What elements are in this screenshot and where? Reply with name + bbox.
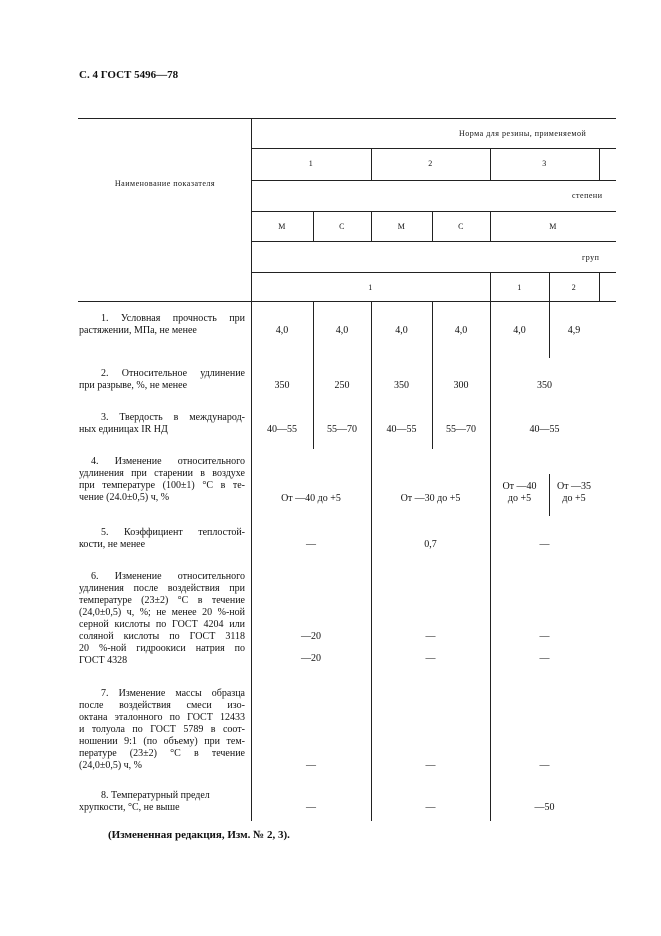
cell-value: — (425, 802, 436, 813)
cell-value: —50 (534, 802, 555, 813)
row-label-line: ношении 9:1 (по объему) при тем- (79, 736, 245, 747)
cell-value: 250 (334, 380, 350, 391)
header-bottom-rule (78, 301, 616, 302)
cell-value: — (425, 631, 436, 642)
cell-value: — (425, 653, 436, 664)
group-num: 1 (368, 283, 373, 292)
row-label-line: при температуре (100±1) °С в те- (79, 480, 245, 491)
row-label-line: растяжении, МПа, не менее (79, 325, 197, 336)
row-label-line: 20 %-ной гидроокиси натрия по (79, 643, 245, 654)
row-label-line: удлинения при старении в воздухе (79, 468, 245, 479)
cell-value: 4,0 (454, 325, 468, 336)
group-num: 1 (517, 283, 522, 292)
cell-value: 350 (274, 380, 290, 391)
degree-header: степени (572, 191, 603, 200)
row-label-line: 2. Относительное удлинение (101, 368, 245, 379)
row-label-line: 3. Твердость в международ- (101, 412, 245, 423)
column-divider (599, 148, 600, 180)
row-label-line: пературе (23±2) °С в течение (79, 748, 245, 759)
column-divider (251, 118, 252, 301)
cell-value: 4,0 (275, 325, 289, 336)
cell-value: 0,7 (424, 539, 437, 550)
header-rule (251, 272, 616, 273)
cell-value: От —40 (502, 481, 537, 492)
cell-value: 40—55 (529, 424, 560, 435)
row-label-line: удлинения после воздействия при (79, 583, 245, 594)
col-num-3: 3 (542, 159, 547, 168)
row-label-line: 8. Температурный предел (101, 790, 210, 801)
row-label-line: (24,0±0,5) ч, % (79, 760, 143, 771)
row-label-line: 5. Коэффициент теплостой- (101, 527, 245, 538)
group-num: 2 (571, 283, 577, 292)
cell-value: От —30 до +5 (400, 493, 461, 504)
row-label-line: хрупкости, °С, не выше (79, 802, 180, 813)
row-label-line: температуре (23±2) °С в течение (79, 595, 245, 606)
column-divider (371, 301, 372, 821)
group-header: груп (582, 253, 600, 262)
header-rule (251, 148, 616, 149)
row-label-line: (24,0±0,5) ч, %; не менее 20 %-ной (79, 607, 245, 618)
cell-value: — (539, 653, 550, 664)
row-label-line: 7. Изменение массы образца (101, 688, 245, 699)
header-rule (251, 241, 616, 242)
cell-value: 300 (453, 380, 469, 391)
cell-value: 350 (394, 380, 409, 391)
cell-value: 350 (537, 380, 552, 391)
row-label-line: ных единицах IR НД (79, 424, 168, 435)
degree-mark: М (549, 222, 557, 231)
cell-value: От —35 (556, 481, 592, 492)
cell-value: до +5 (562, 493, 586, 504)
amendment-note: (Измененная редакция, Изм. № 2, 3). (108, 829, 290, 841)
cell-value: — (306, 760, 316, 771)
cell-value: — (539, 631, 550, 642)
degree-mark: М (397, 222, 406, 231)
cell-value: 4,0 (513, 325, 526, 336)
row-label-line: октана эталонного по ГОСТ 12433 (79, 712, 245, 723)
row-label-line: 1. Условная прочность при (101, 313, 245, 324)
header-rule (251, 211, 616, 212)
col-num-2: 2 (428, 159, 433, 168)
page-header: С. 4 ГОСТ 5496—78 (79, 69, 179, 81)
cell-value: — (539, 760, 550, 771)
cell-value: — (539, 539, 550, 550)
indicator-column-header: Наименование показателя (114, 179, 216, 188)
row-label-line: чение (24.0±0,5) ч, % (79, 492, 170, 503)
col-num-1: 1 (308, 159, 314, 168)
cell-value: 4,0 (335, 325, 349, 336)
cell-value: до +5 (507, 493, 532, 504)
table-top-rule (78, 118, 616, 119)
column-divider (490, 301, 491, 821)
cell-value: 4,9 (567, 325, 581, 336)
row-label-line: при разрыве, %, не менее (79, 380, 188, 391)
norm-header: Норма для резины, применяемой (459, 129, 587, 138)
row-label-line: соляной кислоты по ГОСТ 3118 (79, 631, 245, 642)
row-label-line: серной кислоты по ГОСТ 4204 или (79, 619, 245, 630)
cell-value: 55—70 (327, 424, 357, 435)
row-label-line: ГОСТ 4328 (79, 655, 128, 666)
row-label-line: 4. Изменение относительного (91, 456, 245, 467)
column-divider (599, 272, 600, 301)
degree-mark: С (339, 222, 345, 231)
row-label-line: 6. Изменение относительного (91, 571, 245, 582)
row-label-line: после воздействия смеси изо- (79, 700, 245, 711)
row-label-line: и толуола по ГОСТ 5789 в соот- (79, 724, 245, 735)
cell-value: —20 (301, 631, 321, 642)
cell-value: 40—55 (267, 424, 297, 435)
degree-mark: М (278, 222, 286, 231)
cell-value: —20 (301, 653, 321, 664)
row-label-line: кости, не менее (79, 539, 146, 550)
cell-value: — (306, 539, 316, 550)
cell-value: От —40 до +5 (281, 493, 341, 504)
cell-value: — (306, 802, 316, 813)
header-rule (251, 180, 616, 181)
cell-value: 4,0 (395, 325, 408, 336)
degree-mark: С (458, 222, 464, 231)
cell-value: 55—70 (446, 424, 476, 435)
cell-value: 40—55 (386, 424, 417, 435)
column-divider (251, 301, 252, 821)
cell-value: — (425, 760, 436, 771)
